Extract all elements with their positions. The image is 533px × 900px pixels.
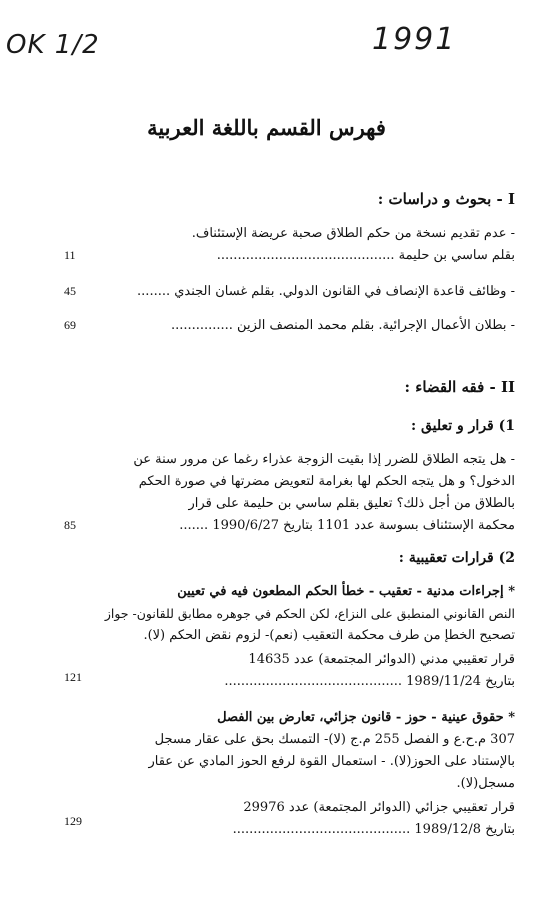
page-number: 11 xyxy=(64,248,76,262)
entry-line: قرار تعقيبي مدني (الدوائر المجتمعة) عدد 14635 xyxy=(248,652,515,667)
entry-line: تصحيح الخطإ من طرف محكمة التعقيب (نعم)- لزوم نقض الحكم (لا). xyxy=(143,628,515,643)
entry-line: النص القانوني المنطبق على النزاع، لكن الحكم في جوهره مطابق للقانون- جواز xyxy=(104,606,515,621)
entry-line: محكمة الإستئناف بسوسة عدد 1101 بتاريخ 1990/6/27 ....... xyxy=(179,518,515,533)
entry-line: - عدم تقديم نسخة من حكم الطلاق صحبة عريضة الإستئناف. xyxy=(191,226,515,241)
entry-line: قرار تعقيبي جزائي (الدوائر المجتمعة) عدد 29976 xyxy=(243,800,515,815)
entry-heading: * إجراءات مدنية - تعقيب - خطأ الحكم المطعون فيه في تعيين xyxy=(177,584,515,599)
entry-line: بتاريخ 1989/11/24 ........................................... xyxy=(224,674,515,689)
entry-line: - بطلان الأعمال الإجرائية. بقلم محمد المنصف الزين ............... xyxy=(170,318,515,333)
entry-line: بالطلاق من أجل ذلك؟ تعليق بقلم ساسي بن حليمة على قرار xyxy=(188,496,515,511)
entry-line: بتاريخ 1989/12/8 ........................................... xyxy=(232,822,515,837)
entry-heading: * حقوق عينية - حوز - قانون جزائي، تعارض بين الفصل xyxy=(217,710,515,725)
page-number: 85 xyxy=(64,518,76,532)
handwritten-year: 1991 xyxy=(372,22,457,57)
entry-line: بالإستناد على الحوز(لا). - استعمال القوة لرفع الحوز المادي عن عقار xyxy=(148,754,515,769)
entry-line: الدخول؟ و هل يتجه الحكم لها بغرامة لتعويض مضرتها في صورة الحكم xyxy=(138,474,515,489)
entry-line: - هل يتجه الطلاق للضرر إذا بقيت الزوجة عذراء رغما عن مرور سنة عن xyxy=(133,452,515,467)
page-number: 129 xyxy=(64,814,82,828)
section-research-title: I - بحوث و دراسات : xyxy=(377,190,515,208)
page-title: فهرس القسم باللغة العربية xyxy=(147,115,386,140)
page-number: 121 xyxy=(64,670,82,684)
subsection-cassation-decisions: 2) قرارات تعقيبية : xyxy=(398,550,515,566)
entry-line: 307 م.ح.ع و الفصل 255 م.ج (لا)- التمسك بحق على عقار مسجل xyxy=(154,732,515,747)
subsection-decision-comment: 1) قرار و تعليق : xyxy=(410,418,515,434)
entry-line: مسجل(لا). xyxy=(456,776,515,791)
entry-line: - وظائف قاعدة الإنصاف في القانون الدولي. بقلم غسان الجندي ........ xyxy=(137,284,515,299)
entry-line: بقلم ساسي بن حليمة ........................................... xyxy=(216,248,515,263)
page-number: 45 xyxy=(64,284,76,298)
page-number: 69 xyxy=(64,318,76,332)
section-jurisprudence-title: II - فقه القضاء : xyxy=(404,378,515,396)
handwritten-note-left: OK 1/2 xyxy=(6,30,100,60)
